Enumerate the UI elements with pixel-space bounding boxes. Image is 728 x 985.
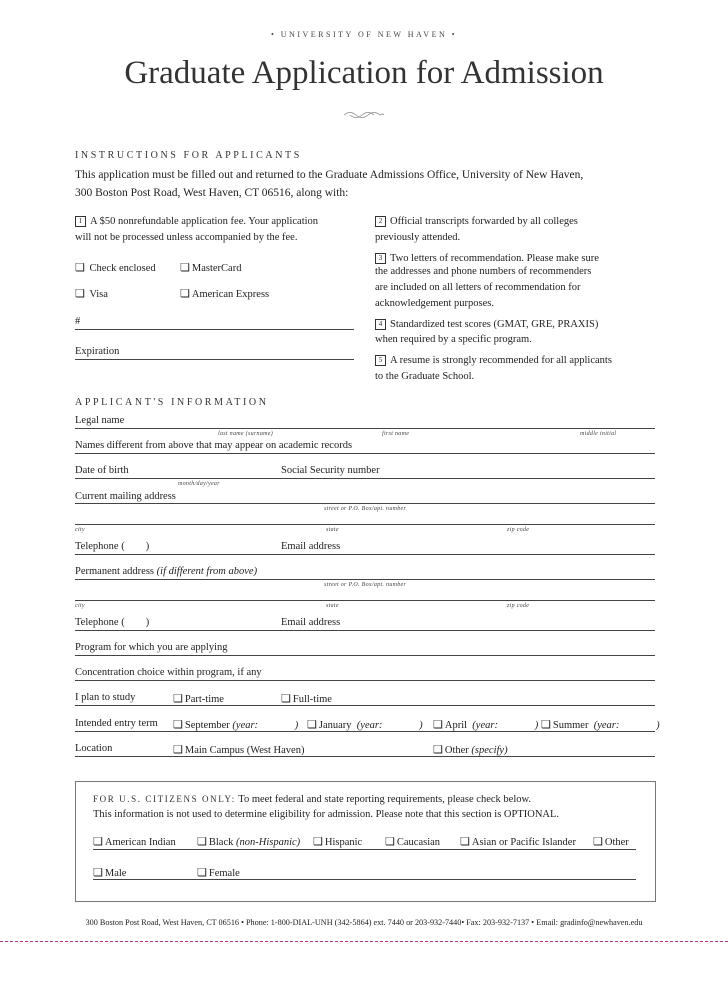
american-indian-label: American Indian bbox=[104, 837, 176, 848]
legal-name-label: Legal name bbox=[75, 415, 125, 426]
concentration-label: Concentration choice within program, if any bbox=[75, 667, 262, 678]
black-label: Black bbox=[208, 837, 234, 848]
item-text: A $50 nonrefundable application fee. Your application bbox=[90, 216, 319, 227]
full-time-checkbox[interactable] bbox=[281, 692, 332, 705]
female-checkbox[interactable] bbox=[197, 866, 240, 879]
street-caption: street or P.O. Box/apt. number bbox=[324, 582, 407, 588]
payment-amex-label: American Express bbox=[191, 289, 270, 300]
other-location-checkbox[interactable] bbox=[433, 743, 508, 756]
non-hispanic-note: (non-Hispanic) bbox=[236, 837, 301, 848]
state-caption: state bbox=[326, 603, 339, 609]
permanent-address-field[interactable] bbox=[75, 579, 655, 580]
zip-caption: zip code bbox=[507, 527, 530, 533]
summer-label: Summer bbox=[552, 720, 589, 731]
item-5 bbox=[375, 353, 612, 369]
location-field[interactable] bbox=[75, 756, 655, 757]
payment-visa-checkbox[interactable] bbox=[75, 286, 108, 303]
september-checkbox[interactable] bbox=[173, 718, 298, 731]
item-number: 2 bbox=[375, 216, 386, 227]
caucasian-checkbox[interactable] bbox=[385, 835, 440, 848]
instructions-intro-2: 300 Boston Post Road, West Haven, CT 06516, along with: bbox=[75, 187, 349, 199]
payment-amex-checkbox[interactable] bbox=[180, 286, 269, 303]
hispanic-label: Hispanic bbox=[324, 837, 363, 848]
item-text: Standardized test scores (GMAT, GRE, PRAXIS) bbox=[390, 319, 599, 330]
program-label: Program for which you are applying bbox=[75, 642, 228, 653]
american-indian-checkbox[interactable] bbox=[93, 835, 176, 848]
year-blank: (year: ) bbox=[356, 720, 423, 731]
legal-name-field[interactable] bbox=[75, 428, 655, 429]
card-number-field[interactable] bbox=[75, 329, 354, 330]
item-number: 1 bbox=[75, 216, 86, 227]
ornament-icon bbox=[342, 110, 386, 120]
email-label: Email address bbox=[281, 617, 341, 628]
plan-divider bbox=[75, 705, 655, 706]
full-time-label: Full-time bbox=[292, 694, 332, 705]
mailing-address-field[interactable] bbox=[75, 503, 655, 504]
entry-term-label: Intended entry term bbox=[75, 718, 158, 729]
item-2 bbox=[375, 214, 578, 230]
january-label: January bbox=[318, 720, 352, 731]
instructions-intro-1: This application must be filled out and returned to the Graduate Admissions Office, University of New Haven, bbox=[75, 169, 584, 181]
program-field[interactable] bbox=[75, 655, 655, 656]
card-number-label: # bbox=[75, 316, 81, 327]
page-title: Graduate Application for Admission bbox=[124, 55, 604, 91]
university-name: • UNIVERSITY OF NEW HAVEN • bbox=[270, 30, 458, 39]
specify-note: (specify) bbox=[471, 745, 508, 756]
location-label: Location bbox=[75, 743, 113, 754]
us-citizens-line-2: This information is not used to determine eligibility for admission. Please note that this section is OPTIONAL. bbox=[93, 809, 560, 820]
item-1-line-2: will not be processed unless accompanied by the fee. bbox=[75, 232, 298, 243]
male-label: Male bbox=[104, 868, 127, 879]
payment-mastercard-label: MasterCard bbox=[191, 263, 242, 274]
item-text: Two letters of recommendation. Please make sure bbox=[390, 253, 599, 264]
asian-label: Asian or Pacific Islander bbox=[471, 837, 576, 848]
item-5-line-2: to the Graduate School. bbox=[375, 371, 475, 382]
permanent-address-label: Permanent address (if different from above) bbox=[75, 566, 258, 577]
state-caption: state bbox=[326, 527, 339, 533]
payment-check-label: Check enclosed bbox=[89, 263, 156, 274]
summer-checkbox[interactable] bbox=[541, 718, 660, 731]
names-different-label: Names different from above that may appear on academic records bbox=[75, 440, 353, 451]
applicant-heading: APPLICANT'S INFORMATION bbox=[75, 397, 269, 408]
us-citizens-notice bbox=[93, 794, 531, 805]
other-race-checkbox[interactable] bbox=[593, 835, 629, 848]
item-text: Official transcripts forwarded by all colleges bbox=[390, 216, 578, 227]
first-name-caption: first name bbox=[382, 431, 410, 437]
april-label: April bbox=[444, 720, 468, 731]
other-race-label: Other bbox=[604, 837, 629, 848]
ssn-label: Social Security number bbox=[281, 465, 380, 476]
instructions-heading: INSTRUCTIONS FOR APPLICANTS bbox=[75, 150, 302, 161]
street-caption: street or P.O. Box/apt. number bbox=[324, 506, 407, 512]
race-divider bbox=[93, 849, 636, 850]
item-number: 3 bbox=[375, 253, 386, 264]
item-3-line-4: acknowledgement purposes. bbox=[375, 298, 494, 309]
hispanic-checkbox[interactable] bbox=[313, 835, 362, 848]
item-1 bbox=[75, 214, 318, 230]
city-caption: city bbox=[75, 603, 85, 609]
entry-term-divider bbox=[75, 731, 655, 732]
female-label: Female bbox=[208, 868, 240, 879]
footer-contact: 300 Boston Post Road, West Haven, CT 06516 • Phone: 1-800-DIAL-UNH (342-5864) ext. 7440 or 203-932-7440• Fax: 203-932-7137 • Email: gradinfo@newhaven.edu bbox=[85, 918, 643, 927]
email-label: Email address bbox=[281, 541, 341, 552]
permanent-address-note: (if different from above) bbox=[156, 566, 258, 577]
part-time-label: Part-time bbox=[184, 694, 224, 705]
year-blank: (year: ) bbox=[472, 720, 539, 731]
middle-initial-caption: middle initial bbox=[580, 431, 617, 437]
black-checkbox[interactable] bbox=[197, 835, 300, 848]
main-campus-checkbox[interactable] bbox=[173, 743, 304, 756]
caucasian-label: Caucasian bbox=[396, 837, 441, 848]
september-label: September bbox=[184, 720, 230, 731]
expiration-label: Expiration bbox=[75, 346, 120, 357]
names-different-field[interactable] bbox=[75, 453, 655, 454]
expiration-field[interactable] bbox=[75, 359, 354, 360]
us-citizens-line-1: To meet federal and state reporting requirements, please check below. bbox=[238, 794, 532, 805]
concentration-field[interactable] bbox=[75, 680, 655, 681]
mailing-city-field[interactable] bbox=[75, 524, 655, 525]
last-name-caption: last name (surname) bbox=[218, 431, 274, 437]
item-3-line-2: the addresses and phone numbers of recommenders bbox=[375, 266, 592, 277]
permanent-city-field[interactable] bbox=[75, 600, 655, 601]
item-number: 5 bbox=[375, 355, 386, 366]
payment-check-checkbox[interactable] bbox=[75, 260, 156, 277]
zip-caption: zip code bbox=[507, 603, 530, 609]
telephone-email-field[interactable] bbox=[75, 554, 655, 555]
item-text: A resume is strongly recommended for all applicants bbox=[390, 355, 612, 366]
january-checkbox[interactable] bbox=[307, 718, 423, 731]
year-blank: (year: ) bbox=[232, 720, 299, 731]
part-time-checkbox[interactable] bbox=[173, 692, 224, 705]
telephone-label: Telephone ( ) bbox=[75, 541, 150, 552]
dob-format-caption: month/day/year bbox=[178, 481, 220, 487]
dob-label: Date of birth bbox=[75, 465, 129, 476]
mailing-address-label: Current mailing address bbox=[75, 491, 176, 502]
gender-divider bbox=[93, 879, 636, 880]
item-4 bbox=[375, 317, 598, 333]
city-caption: city bbox=[75, 527, 85, 533]
us-citizens-heading: FOR U.S. CITIZENS ONLY: bbox=[93, 794, 236, 804]
item-2-line-2: previously attended. bbox=[375, 232, 461, 243]
plan-to-study-label: I plan to study bbox=[75, 692, 136, 703]
payment-mastercard-checkbox[interactable] bbox=[180, 260, 241, 277]
item-3-line-3: are included on all letters of recommendation for bbox=[375, 282, 581, 293]
year-blank: (year: ) bbox=[593, 720, 660, 731]
april-checkbox[interactable] bbox=[433, 718, 538, 731]
payment-visa-label: Visa bbox=[89, 289, 108, 300]
male-checkbox[interactable] bbox=[93, 866, 126, 879]
cut-line bbox=[0, 941, 728, 942]
telephone-email-field-2[interactable] bbox=[75, 630, 655, 631]
dob-ssn-field[interactable] bbox=[75, 478, 655, 479]
main-campus-label: Main Campus (West Haven) bbox=[184, 745, 305, 756]
telephone-label: Telephone ( ) bbox=[75, 617, 150, 628]
item-4-line-2: when required by a specific program. bbox=[375, 334, 532, 345]
item-number: 4 bbox=[375, 319, 386, 330]
other-location-label: Other bbox=[444, 745, 469, 756]
asian-checkbox[interactable] bbox=[460, 835, 576, 848]
